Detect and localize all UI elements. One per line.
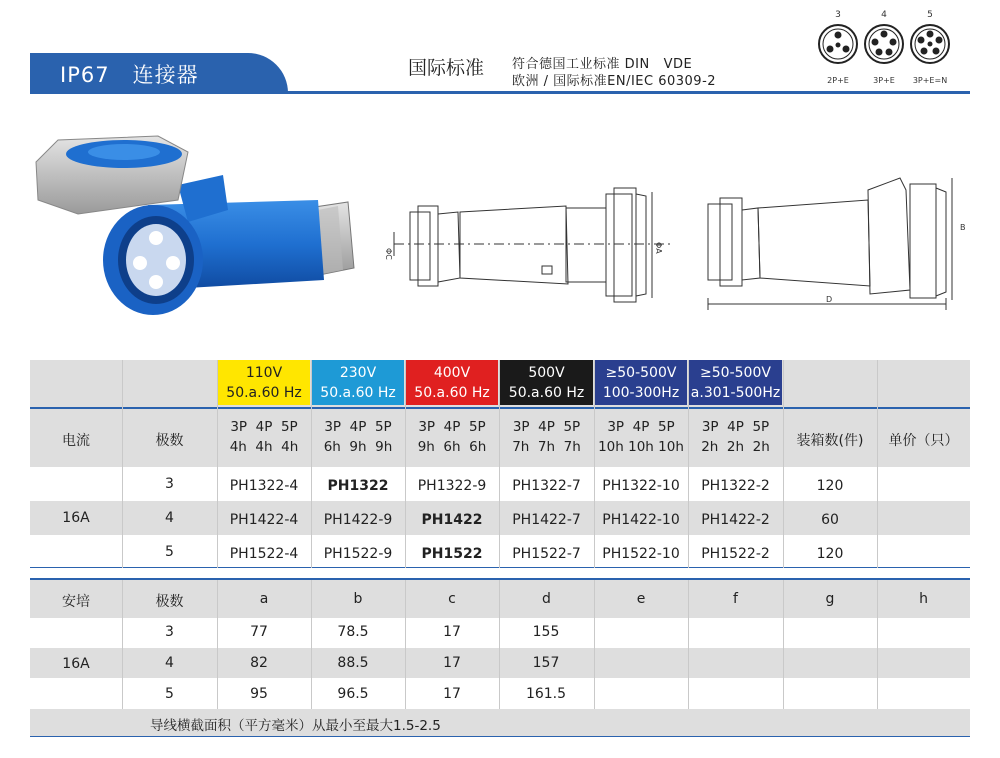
header-current: 电流 <box>62 433 90 449</box>
wire-section-footnote: 导线横截面积（平方毫米）从最小至最大1.5-2.5 <box>150 718 441 734</box>
voltage-header-500v: 500V 50.a.60 Hz <box>500 360 593 405</box>
standard-line-1: 符合德国工业标准 DIN VDE <box>512 57 693 72</box>
col-sep <box>405 360 406 568</box>
pack-qty-value: 120 <box>816 546 844 562</box>
dim-header-g: g <box>825 591 835 607</box>
pin-number-3: 3 <box>835 10 841 20</box>
col-sep <box>877 360 878 568</box>
model-code: PH1422 <box>421 512 483 528</box>
model-code: PH1422-9 <box>323 512 393 528</box>
col-sep <box>311 360 312 568</box>
dim-header-b: b <box>353 591 363 607</box>
dimension-value: 95 <box>250 686 268 702</box>
poles-value: 4 <box>165 510 174 526</box>
dim-header-c: c <box>448 591 456 607</box>
model-code: PH1322-9 <box>417 478 487 494</box>
technical-drawings <box>380 170 980 320</box>
model-code: PH1522-9 <box>323 546 393 562</box>
poles-value: 3 <box>165 624 174 640</box>
col-sep <box>688 360 689 568</box>
header-poles-2: 极数 <box>155 594 184 610</box>
dim-label-b: B <box>960 223 966 232</box>
poles-value: 5 <box>165 686 174 702</box>
col-sep <box>217 360 218 568</box>
voltage-header-110v: 110V 50.a.60 Hz <box>218 360 310 405</box>
spec-100-300hz: 3P 4P 5P 10h 10h 10h <box>598 419 684 455</box>
dimension-value: 161.5 <box>525 686 567 702</box>
pin-layout-3-icon <box>819 25 857 63</box>
dim-header-d: d <box>542 591 551 607</box>
model-code: PH1422-7 <box>512 512 581 528</box>
voltage-header-301-500hz: ≥50-500V a.301-500Hz <box>689 360 782 405</box>
pin-layout-4-icon <box>865 25 903 63</box>
model-code: PH1422-10 <box>602 512 680 528</box>
current-value: 16A <box>62 510 90 526</box>
dimension-value: 17 <box>443 686 461 702</box>
header-pack-qty: 装箱数(件) <box>796 433 864 449</box>
header-poles: 极数 <box>155 433 184 449</box>
spec-110v: 3P 4P 5P 4h 4h 4h <box>229 419 299 455</box>
col-sep <box>594 360 595 568</box>
poles-value: 5 <box>165 544 174 560</box>
col-sep <box>122 360 123 568</box>
dimension-value: 96.5 <box>337 686 369 702</box>
page-title: IP67 连接器 <box>60 63 199 87</box>
pin-layout-icons <box>818 22 968 68</box>
poles-value: 4 <box>165 655 174 671</box>
spec-400v: 3P 4P 5P 9h 6h 6h <box>417 419 487 455</box>
table2-bottom-rule <box>30 736 970 737</box>
model-code: PH1322 <box>327 478 389 494</box>
spec-301-500hz: 3P 4P 5P 2h 2h 2h <box>701 419 770 455</box>
voltage-header-400v: 400V 50.a.60 Hz <box>406 360 498 405</box>
model-code: PH1322-10 <box>602 478 680 494</box>
pin-number-4: 4 <box>881 10 887 20</box>
standard-label: 国际标准 <box>408 57 485 79</box>
dim-label-d: D <box>826 295 833 304</box>
pin-label-4: 3P+E <box>873 76 895 85</box>
col-sep <box>783 360 784 568</box>
header-amp: 安培 <box>62 594 90 610</box>
pack-qty-value: 120 <box>816 478 844 494</box>
dimension-value: 157 <box>532 655 560 671</box>
dim-header-f: f <box>733 591 738 607</box>
pin-label-5: 3P+E=N <box>912 76 948 85</box>
dimension-value: 78.5 <box>337 624 369 640</box>
header-unit-price: 单价（只） <box>888 433 959 449</box>
model-code: PH1522-2 <box>701 546 770 562</box>
spec-500v: 3P 4P 5P 7h 7h 7h <box>512 419 581 455</box>
top-view-drawing <box>708 178 952 310</box>
dimension-value: 17 <box>443 624 461 640</box>
voltage-header-100-300hz: ≥50-500V 100-300Hz <box>595 360 687 405</box>
standard-line-2: 欧洲 / 国际标准EN/IEC 60309-2 <box>512 74 717 89</box>
model-code: PH1522 <box>421 546 483 562</box>
model-code: PH1322-4 <box>229 478 299 494</box>
dim-header-a: a <box>259 591 269 607</box>
voltage-header-230v: 230V 50.a.60 Hz <box>312 360 404 405</box>
connector-product-image <box>28 130 373 330</box>
model-code: PH1422-4 <box>229 512 299 528</box>
model-code: PH1522-4 <box>229 546 299 562</box>
side-view-drawing <box>394 188 670 302</box>
dimension-value: 82 <box>250 655 268 671</box>
pin-layout-5-icon <box>911 25 949 63</box>
pin-diagrams <box>818 4 978 92</box>
current-value-2: 16A <box>62 656 90 672</box>
model-code: PH1522-10 <box>602 546 680 562</box>
dimension-value: 155 <box>532 624 560 640</box>
dim-label-a: ΦA <box>654 242 663 254</box>
pin-label-3: 2P+E <box>827 76 849 85</box>
model-code: PH1322-2 <box>701 478 770 494</box>
table1-bottom-rule <box>30 567 970 568</box>
poles-value: 3 <box>165 476 174 492</box>
dimension-value: 77 <box>250 624 268 640</box>
pack-qty-value: 60 <box>821 512 839 528</box>
dim-header-e: e <box>636 591 646 607</box>
dim-header-h: h <box>919 591 928 607</box>
dimension-value: 88.5 <box>337 655 369 671</box>
spec-230v: 3P 4P 5P 6h 9h 9h <box>323 419 393 455</box>
dimension-value: 17 <box>443 655 461 671</box>
model-code: PH1422-2 <box>701 512 770 528</box>
col-sep <box>499 360 500 568</box>
model-code: PH1322-7 <box>512 478 581 494</box>
pin-number-5: 5 <box>927 10 933 20</box>
dim-label-c: ΦC <box>384 248 393 260</box>
model-code: PH1522-7 <box>512 546 581 562</box>
